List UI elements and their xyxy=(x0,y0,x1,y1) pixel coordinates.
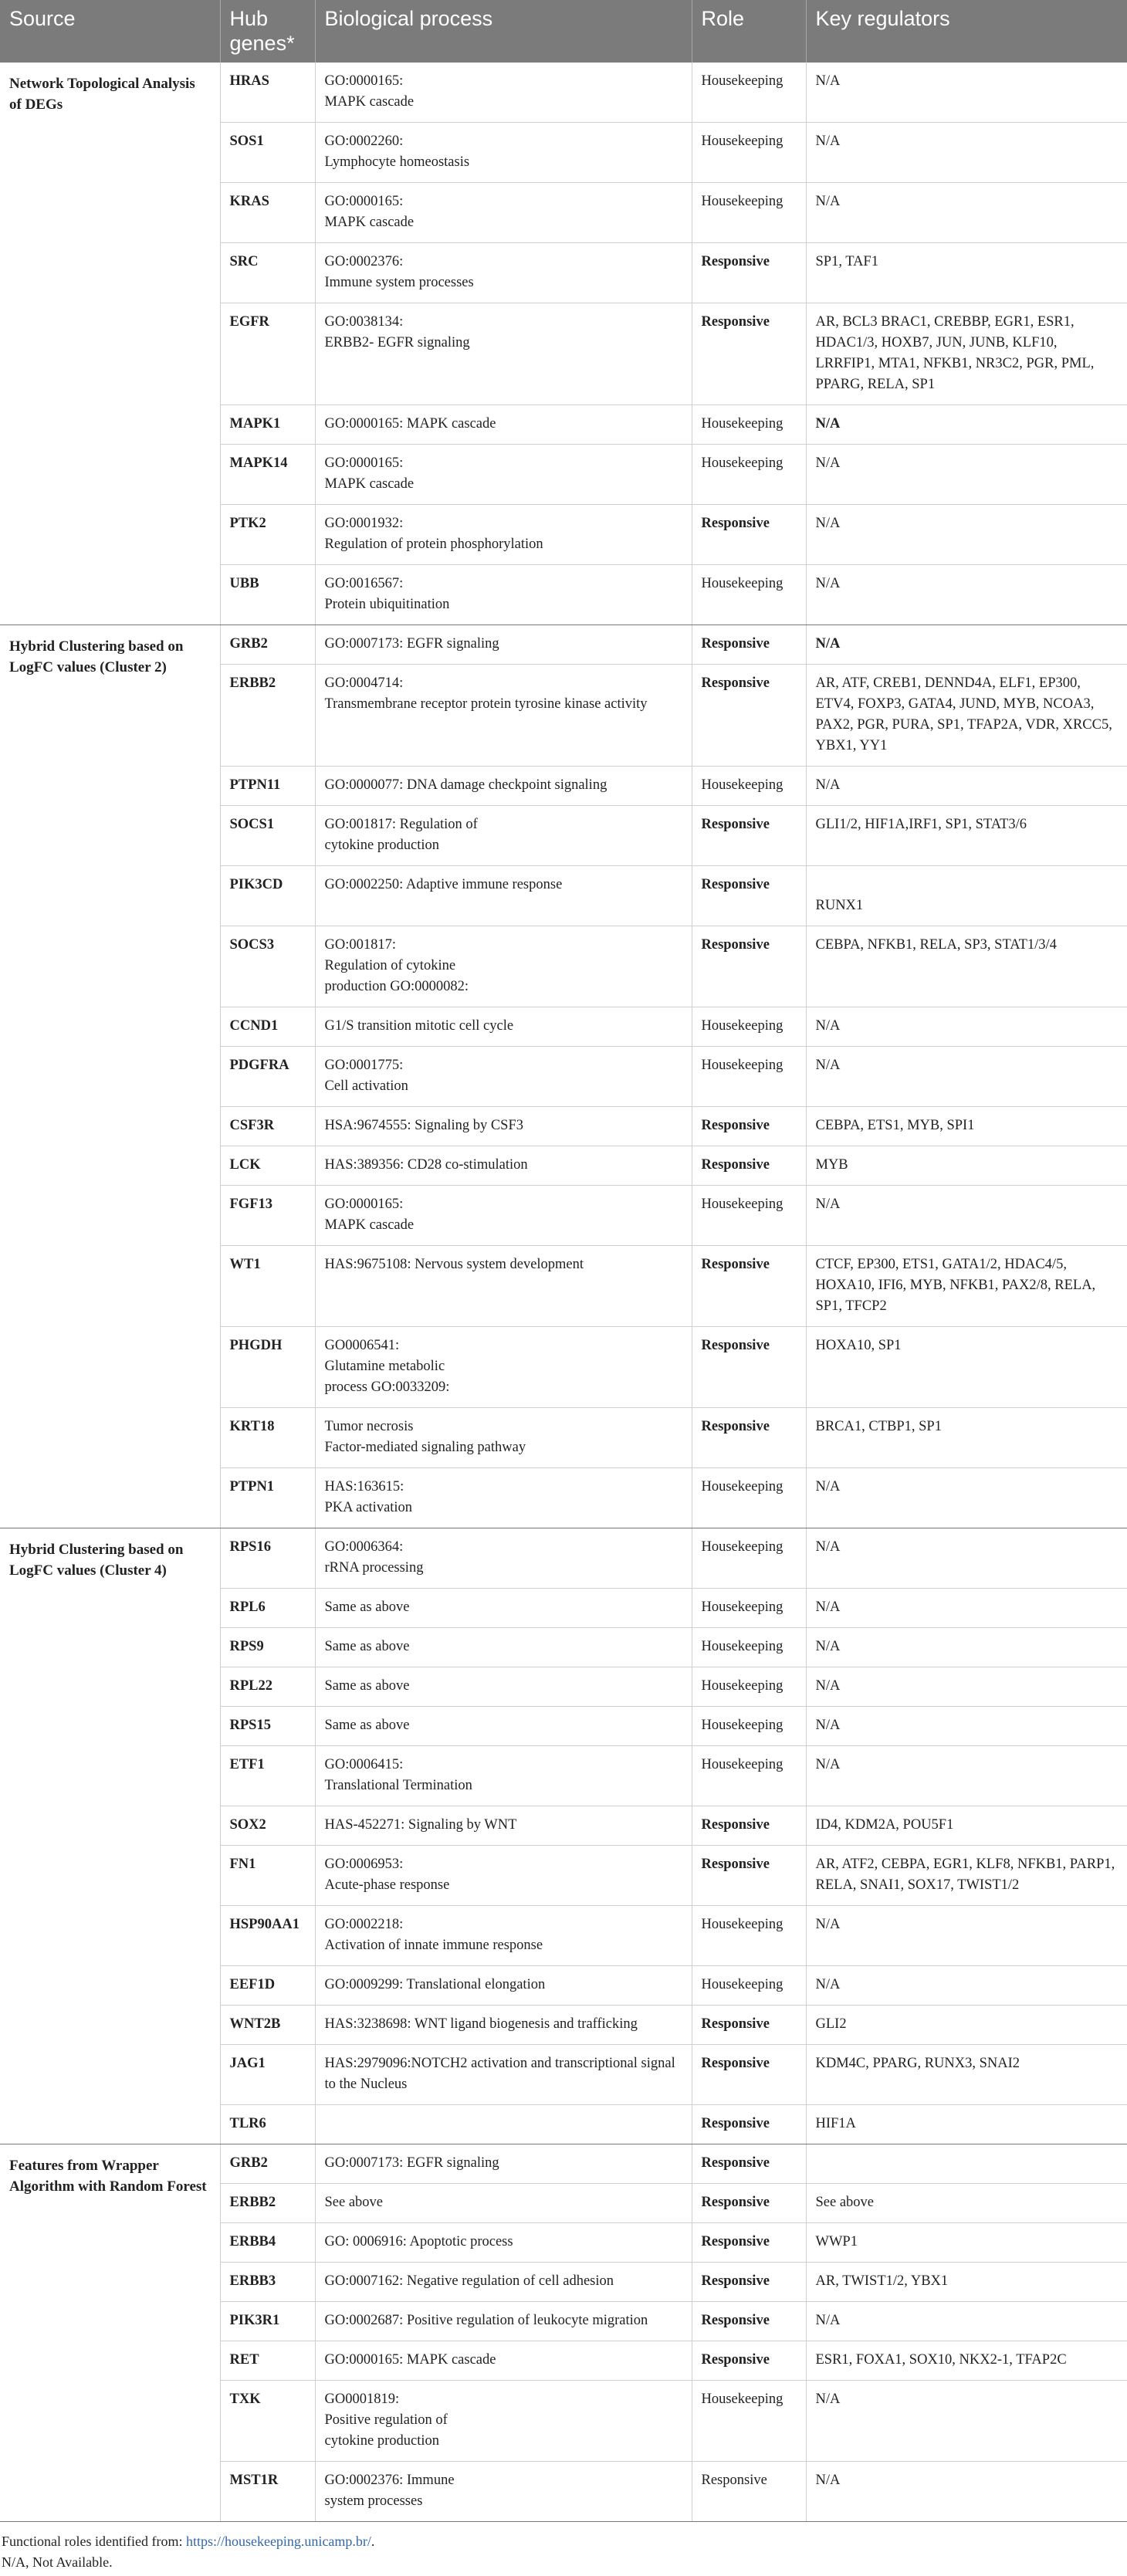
key-regulators-cell: ESR1, FOXA1, SOX10, NKX2-1, TFAP2C xyxy=(806,2341,1127,2381)
role-cell: Responsive xyxy=(692,866,806,926)
key-regulators-cell: N/A xyxy=(806,767,1127,806)
role-cell: Housekeeping xyxy=(692,1906,806,1966)
role-cell: Responsive xyxy=(692,1846,806,1906)
key-regulators-cell: N/A xyxy=(806,1628,1127,1667)
hub-gene-cell: RPL22 xyxy=(220,1667,315,1707)
biological-process-cell: GO0006541: Glutamine metabolic process GO:0033209: xyxy=(315,1327,692,1408)
header-biological-process: Biological process xyxy=(315,0,692,63)
source-cell: Hybrid Clustering based on LogFC values (Cluster 2) xyxy=(0,625,220,1528)
hub-gene-cell: ETF1 xyxy=(220,1746,315,1806)
biological-process-cell: Same as above xyxy=(315,1589,692,1628)
biological-process-cell: GO:001817: Regulation of cytokine production xyxy=(315,806,692,866)
hub-gene-cell: RET xyxy=(220,2341,315,2381)
biological-process-cell: GO:0000077: DNA damage checkpoint signaling xyxy=(315,767,692,806)
role-cell: Housekeeping xyxy=(692,405,806,445)
hub-gene-cell: SOX2 xyxy=(220,1806,315,1846)
role-cell: Housekeeping xyxy=(692,1468,806,1528)
key-regulators-cell: GLI2 xyxy=(806,2006,1127,2045)
hub-gene-cell: FN1 xyxy=(220,1846,315,1906)
key-regulators-cell: N/A xyxy=(806,63,1127,123)
hub-gene-cell: EGFR xyxy=(220,303,315,405)
hub-gene-cell: WNT2B xyxy=(220,2006,315,2045)
table-row xyxy=(0,63,1127,123)
table-row xyxy=(0,625,1127,665)
hub-gene-cell: ERBB2 xyxy=(220,2184,315,2223)
key-regulators-cell: See above xyxy=(806,2184,1127,2223)
hub-gene-cell: CSF3R xyxy=(220,1107,315,1146)
biological-process-cell: GO:0000165: MAPK cascade xyxy=(315,405,692,445)
source-cell: Features from Wrapper Algorithm with Random Forest xyxy=(0,2144,220,2522)
key-regulators-cell: GLI1/2, HIF1A,IRF1, SP1, STAT3/6 xyxy=(806,806,1127,866)
hub-gene-cell: KRT18 xyxy=(220,1408,315,1468)
key-regulators-cell: N/A xyxy=(806,1707,1127,1746)
biological-process-cell: GO:0002250: Adaptive immune response xyxy=(315,866,692,926)
biological-process-cell: GO:0000165: MAPK cascade xyxy=(315,1186,692,1246)
key-regulators-cell: AR, TWIST1/2, YBX1 xyxy=(806,2263,1127,2302)
hub-gene-cell: ERBB3 xyxy=(220,2263,315,2302)
key-regulators-cell: N/A xyxy=(806,1047,1127,1107)
hub-gene-cell: GRB2 xyxy=(220,625,315,665)
role-cell: Responsive xyxy=(692,1146,806,1186)
key-regulators-cell: N/A xyxy=(806,1528,1127,1589)
hub-gene-cell: MAPK14 xyxy=(220,445,315,505)
role-cell: Housekeeping xyxy=(692,1746,806,1806)
key-regulators-cell: N/A xyxy=(806,183,1127,243)
biological-process-cell: HAS:9675108: Nervous system development xyxy=(315,1246,692,1327)
key-regulators-cell: N/A xyxy=(806,625,1127,665)
key-regulators-cell: MYB xyxy=(806,1146,1127,1186)
role-cell: Housekeeping xyxy=(692,63,806,123)
biological-process-cell: GO:0000165: MAPK cascade xyxy=(315,2341,692,2381)
header-row xyxy=(0,0,1127,63)
biological-process-cell: GO:0004714: Transmembrane receptor protein tyrosine kinase activity xyxy=(315,665,692,767)
key-regulators-cell: N/A xyxy=(806,505,1127,565)
hub-gene-cell: RPS15 xyxy=(220,1707,315,1746)
hub-gene-cell: GRB2 xyxy=(220,2144,315,2184)
role-cell: Housekeeping xyxy=(692,1528,806,1589)
role-cell: Housekeeping xyxy=(692,123,806,183)
table-header xyxy=(0,0,1127,63)
role-cell: Housekeeping xyxy=(692,1628,806,1667)
key-regulators-cell: CTCF, EP300, ETS1, GATA1/2, HDAC4/5, HOXA10, IFI6, MYB, NFKB1, PAX2/8, RELA, SP1, TFCP2 xyxy=(806,1246,1127,1327)
role-cell: Responsive xyxy=(692,665,806,767)
hub-gene-cell: RPS16 xyxy=(220,1528,315,1589)
hub-gene-cell: PHGDH xyxy=(220,1327,315,1408)
hub-gene-cell: SOCS3 xyxy=(220,926,315,1007)
role-cell: Responsive xyxy=(692,2045,806,2105)
hub-gene-cell: PIK3R1 xyxy=(220,2302,315,2341)
biological-process-cell xyxy=(315,2105,692,2144)
biological-process-cell: GO: 0006916: Apoptotic process xyxy=(315,2223,692,2263)
hub-gene-cell: SRC xyxy=(220,243,315,303)
role-cell: Housekeeping xyxy=(692,2381,806,2462)
hub-gene-cell: RPL6 xyxy=(220,1589,315,1628)
hub-gene-cell: SOS1 xyxy=(220,123,315,183)
biological-process-cell: GO:0006953: Acute-phase response xyxy=(315,1846,692,1906)
key-regulators-cell: KDM4C, PPARG, RUNX3, SNAI2 xyxy=(806,2045,1127,2105)
biological-process-cell: GO:0007162: Negative regulation of cell adhesion xyxy=(315,2263,692,2302)
role-cell: Responsive xyxy=(692,1107,806,1146)
footnote-suffix: . xyxy=(371,2534,375,2549)
biological-process-cell: HAS:2979096:NOTCH2 activation and transcriptional signal to the Nucleus xyxy=(315,2045,692,2105)
role-cell: Responsive xyxy=(692,303,806,405)
key-regulators-cell: AR, ATF2, CEBPA, EGR1, KLF8, NFKB1, PARP1, RELA, SNAI1, SOX17, TWIST1/2 xyxy=(806,1846,1127,1906)
hub-gene-cell: JAG1 xyxy=(220,2045,315,2105)
biological-process-cell: Same as above xyxy=(315,1707,692,1746)
biological-process-cell: GO:0002260: Lymphocyte homeostasis xyxy=(315,123,692,183)
hub-gene-cell: KRAS xyxy=(220,183,315,243)
source-cell: Network Topological Analysis of DEGs xyxy=(0,63,220,625)
biological-process-cell: GO:0000165: MAPK cascade xyxy=(315,63,692,123)
key-regulators-cell: N/A xyxy=(806,1186,1127,1246)
key-regulators-cell: CEBPA, ETS1, MYB, SPI1 xyxy=(806,1107,1127,1146)
key-regulators-cell: N/A xyxy=(806,445,1127,505)
role-cell: Housekeeping xyxy=(692,1186,806,1246)
role-cell: Responsive xyxy=(692,1408,806,1468)
biological-process-cell: HAS:163615: PKA activation xyxy=(315,1468,692,1528)
hub-gene-cell: EEF1D xyxy=(220,1966,315,2006)
biological-process-cell: GO:0007173: EGFR signaling xyxy=(315,625,692,665)
key-regulators-cell xyxy=(806,2144,1127,2184)
table-body xyxy=(0,63,1127,2522)
footnote-functional xyxy=(0,2531,1127,2552)
hub-gene-cell: ERBB2 xyxy=(220,665,315,767)
role-cell: Responsive xyxy=(692,2462,806,2522)
hub-gene-cell: PIK3CD xyxy=(220,866,315,926)
role-cell: Housekeeping xyxy=(692,1047,806,1107)
hub-gene-cell: MST1R xyxy=(220,2462,315,2522)
key-regulators-cell: N/A xyxy=(806,405,1127,445)
hub-gene-cell: PTPN11 xyxy=(220,767,315,806)
key-regulators-cell: HOXA10, SP1 xyxy=(806,1327,1127,1408)
biological-process-cell: GO:0002687: Positive regulation of leukocyte migration xyxy=(315,2302,692,2341)
hub-gene-cell: HSP90AA1 xyxy=(220,1906,315,1966)
hub-gene-cell: RPS9 xyxy=(220,1628,315,1667)
key-regulators-cell: RUNX1 xyxy=(806,866,1127,926)
biological-process-cell: G1/S transition mitotic cell cycle xyxy=(315,1007,692,1047)
biological-process-cell: GO:0007173: EGFR signaling xyxy=(315,2144,692,2184)
biological-process-cell: GO:0038134: ERBB2- EGFR signaling xyxy=(315,303,692,405)
biological-process-cell: Same as above xyxy=(315,1628,692,1667)
role-cell: Housekeeping xyxy=(692,445,806,505)
role-cell: Housekeeping xyxy=(692,565,806,625)
hub-gene-cell: LCK xyxy=(220,1146,315,1186)
role-cell: Responsive xyxy=(692,2263,806,2302)
role-cell: Housekeeping xyxy=(692,183,806,243)
source-cell: Hybrid Clustering based on LogFC values (Cluster 4) xyxy=(0,1528,220,2144)
biological-process-cell: GO:0001932: Regulation of protein phosphorylation xyxy=(315,505,692,565)
role-cell: Housekeeping xyxy=(692,1007,806,1047)
header-source: Source xyxy=(0,0,220,63)
biological-process-cell: GO:0000165: MAPK cascade xyxy=(315,445,692,505)
biological-process-cell: GO:0002376: Immune system processes xyxy=(315,2462,692,2522)
key-regulators-cell: N/A xyxy=(806,1667,1127,1707)
role-cell: Responsive xyxy=(692,2302,806,2341)
key-regulators-cell: BRCA1, CTBP1, SP1 xyxy=(806,1408,1127,1468)
key-regulators-cell: SP1, TAF1 xyxy=(806,243,1127,303)
header-key-regulators: Key regulators xyxy=(806,0,1127,63)
housekeeping-link[interactable]: https://housekeeping.unicamp.br/ xyxy=(185,2534,371,2549)
role-cell: Responsive xyxy=(692,926,806,1007)
role-cell: Housekeeping xyxy=(692,767,806,806)
biological-process-cell: HAS-452271: Signaling by WNT xyxy=(315,1806,692,1846)
hub-gene-cell: PTK2 xyxy=(220,505,315,565)
biological-process-cell: GO0001819: Positive regulation of cytokine production xyxy=(315,2381,692,2462)
biological-process-cell: GO:0016567: Protein ubiquitination xyxy=(315,565,692,625)
key-regulators-cell: N/A xyxy=(806,1589,1127,1628)
key-regulators-cell: ID4, KDM2A, POU5F1 xyxy=(806,1806,1127,1846)
key-regulators-cell: N/A xyxy=(806,2462,1127,2522)
role-cell: Responsive xyxy=(692,1327,806,1408)
table-row xyxy=(0,1528,1127,1589)
role-cell: Responsive xyxy=(692,2144,806,2184)
key-regulators-cell: N/A xyxy=(806,1007,1127,1047)
biological-process-cell: Same as above xyxy=(315,1667,692,1707)
key-regulators-cell: N/A xyxy=(806,2381,1127,2462)
key-regulators-cell: HIF1A xyxy=(806,2105,1127,2144)
table-row xyxy=(0,2144,1127,2184)
role-cell: Responsive xyxy=(692,1246,806,1327)
role-cell: Responsive xyxy=(692,2105,806,2144)
hub-gene-cell: UBB xyxy=(220,565,315,625)
key-regulators-cell: CEBPA, NFKB1, RELA, SP3, STAT1/3/4 xyxy=(806,926,1127,1007)
hub-gene-cell: CCND1 xyxy=(220,1007,315,1047)
hub-gene-cell: MAPK1 xyxy=(220,405,315,445)
key-regulators-cell: N/A xyxy=(806,2302,1127,2341)
key-regulators-cell: N/A xyxy=(806,1966,1127,2006)
hub-gene-cell: PTPN1 xyxy=(220,1468,315,1528)
role-cell: Responsive xyxy=(692,2184,806,2223)
key-regulators-cell: AR, ATF, CREB1, DENND4A, ELF1, EP300, ETV4, FOXP3, GATA4, JUND, MYB, NCOA3, PAX2, PGR, PURA, SP1, TFAP2A, VDR, XRCC5, YBX1, YY1 xyxy=(806,665,1127,767)
hub-gene-cell: WT1 xyxy=(220,1246,315,1327)
biological-process-cell: GO:0006364: rRNA processing xyxy=(315,1528,692,1589)
role-cell: Housekeeping xyxy=(692,1707,806,1746)
biological-process-cell: GO:0009299: Translational elongation xyxy=(315,1966,692,2006)
biological-process-cell: HSA:9674555: Signaling by CSF3 xyxy=(315,1107,692,1146)
role-cell: Responsive xyxy=(692,505,806,565)
header-role: Role xyxy=(692,0,806,63)
key-regulators-cell: N/A xyxy=(806,565,1127,625)
biological-process-cell: HAS:389356: CD28 co-stimulation xyxy=(315,1146,692,1186)
hub-gene-cell: TLR6 xyxy=(220,2105,315,2144)
key-regulators-cell: N/A xyxy=(806,1746,1127,1806)
role-cell: Responsive xyxy=(692,1806,806,1846)
footnotes xyxy=(0,2531,1127,2573)
key-regulators-cell: AR, BCL3 BRAC1, CREBBP, EGR1, ESR1, HDAC1/3, HOXB7, JUN, JUNB, KLF10, LRRFIP1, MTA1, NFKB1, NR3C2, PGR, PML, PPARG, RELA, SP1 xyxy=(806,303,1127,405)
hub-gene-cell: TXK xyxy=(220,2381,315,2462)
hub-gene-cell: HRAS xyxy=(220,63,315,123)
biological-process-cell: GO:0001775: Cell activation xyxy=(315,1047,692,1107)
role-cell: Responsive xyxy=(692,625,806,665)
biological-process-cell: GO:001817: Regulation of cytokine production GO:0000082: xyxy=(315,926,692,1007)
key-regulators-cell: N/A xyxy=(806,1468,1127,1528)
key-regulators-cell: N/A xyxy=(806,1906,1127,1966)
hub-gene-cell: SOCS1 xyxy=(220,806,315,866)
role-cell: Responsive xyxy=(692,806,806,866)
key-regulators-cell: WWP1 xyxy=(806,2223,1127,2263)
header-hub-genes: Hub genes* xyxy=(220,0,315,63)
biological-process-cell: See above xyxy=(315,2184,692,2223)
biological-process-cell: GO:0006415: Translational Termination xyxy=(315,1746,692,1806)
role-cell: Housekeeping xyxy=(692,1966,806,2006)
key-regulators-cell: N/A xyxy=(806,123,1127,183)
hub-gene-cell: ERBB4 xyxy=(220,2223,315,2263)
role-cell: Housekeeping xyxy=(692,1667,806,1707)
role-cell: Responsive xyxy=(692,2006,806,2045)
biological-process-cell: Tumor necrosis Factor-mediated signaling pathway xyxy=(315,1408,692,1468)
biological-process-cell: HAS:3238698: WNT ligand biogenesis and trafficking xyxy=(315,2006,692,2045)
footnote-prefix: Functional roles identified from: xyxy=(2,2534,186,2549)
role-cell: Responsive xyxy=(692,2341,806,2381)
role-cell: Responsive xyxy=(692,2223,806,2263)
role-cell: Housekeeping xyxy=(692,1589,806,1628)
hub-gene-cell: FGF13 xyxy=(220,1186,315,1246)
biological-process-cell: GO:0000165: MAPK cascade xyxy=(315,183,692,243)
hub-gene-cell: PDGFRA xyxy=(220,1047,315,1107)
biological-process-cell: GO:0002218: Activation of innate immune response xyxy=(315,1906,692,1966)
role-cell: Responsive xyxy=(692,243,806,303)
footnote-na: N/A, Not Available. xyxy=(2,2554,113,2570)
biological-process-cell: GO:0002376: Immune system processes xyxy=(315,243,692,303)
